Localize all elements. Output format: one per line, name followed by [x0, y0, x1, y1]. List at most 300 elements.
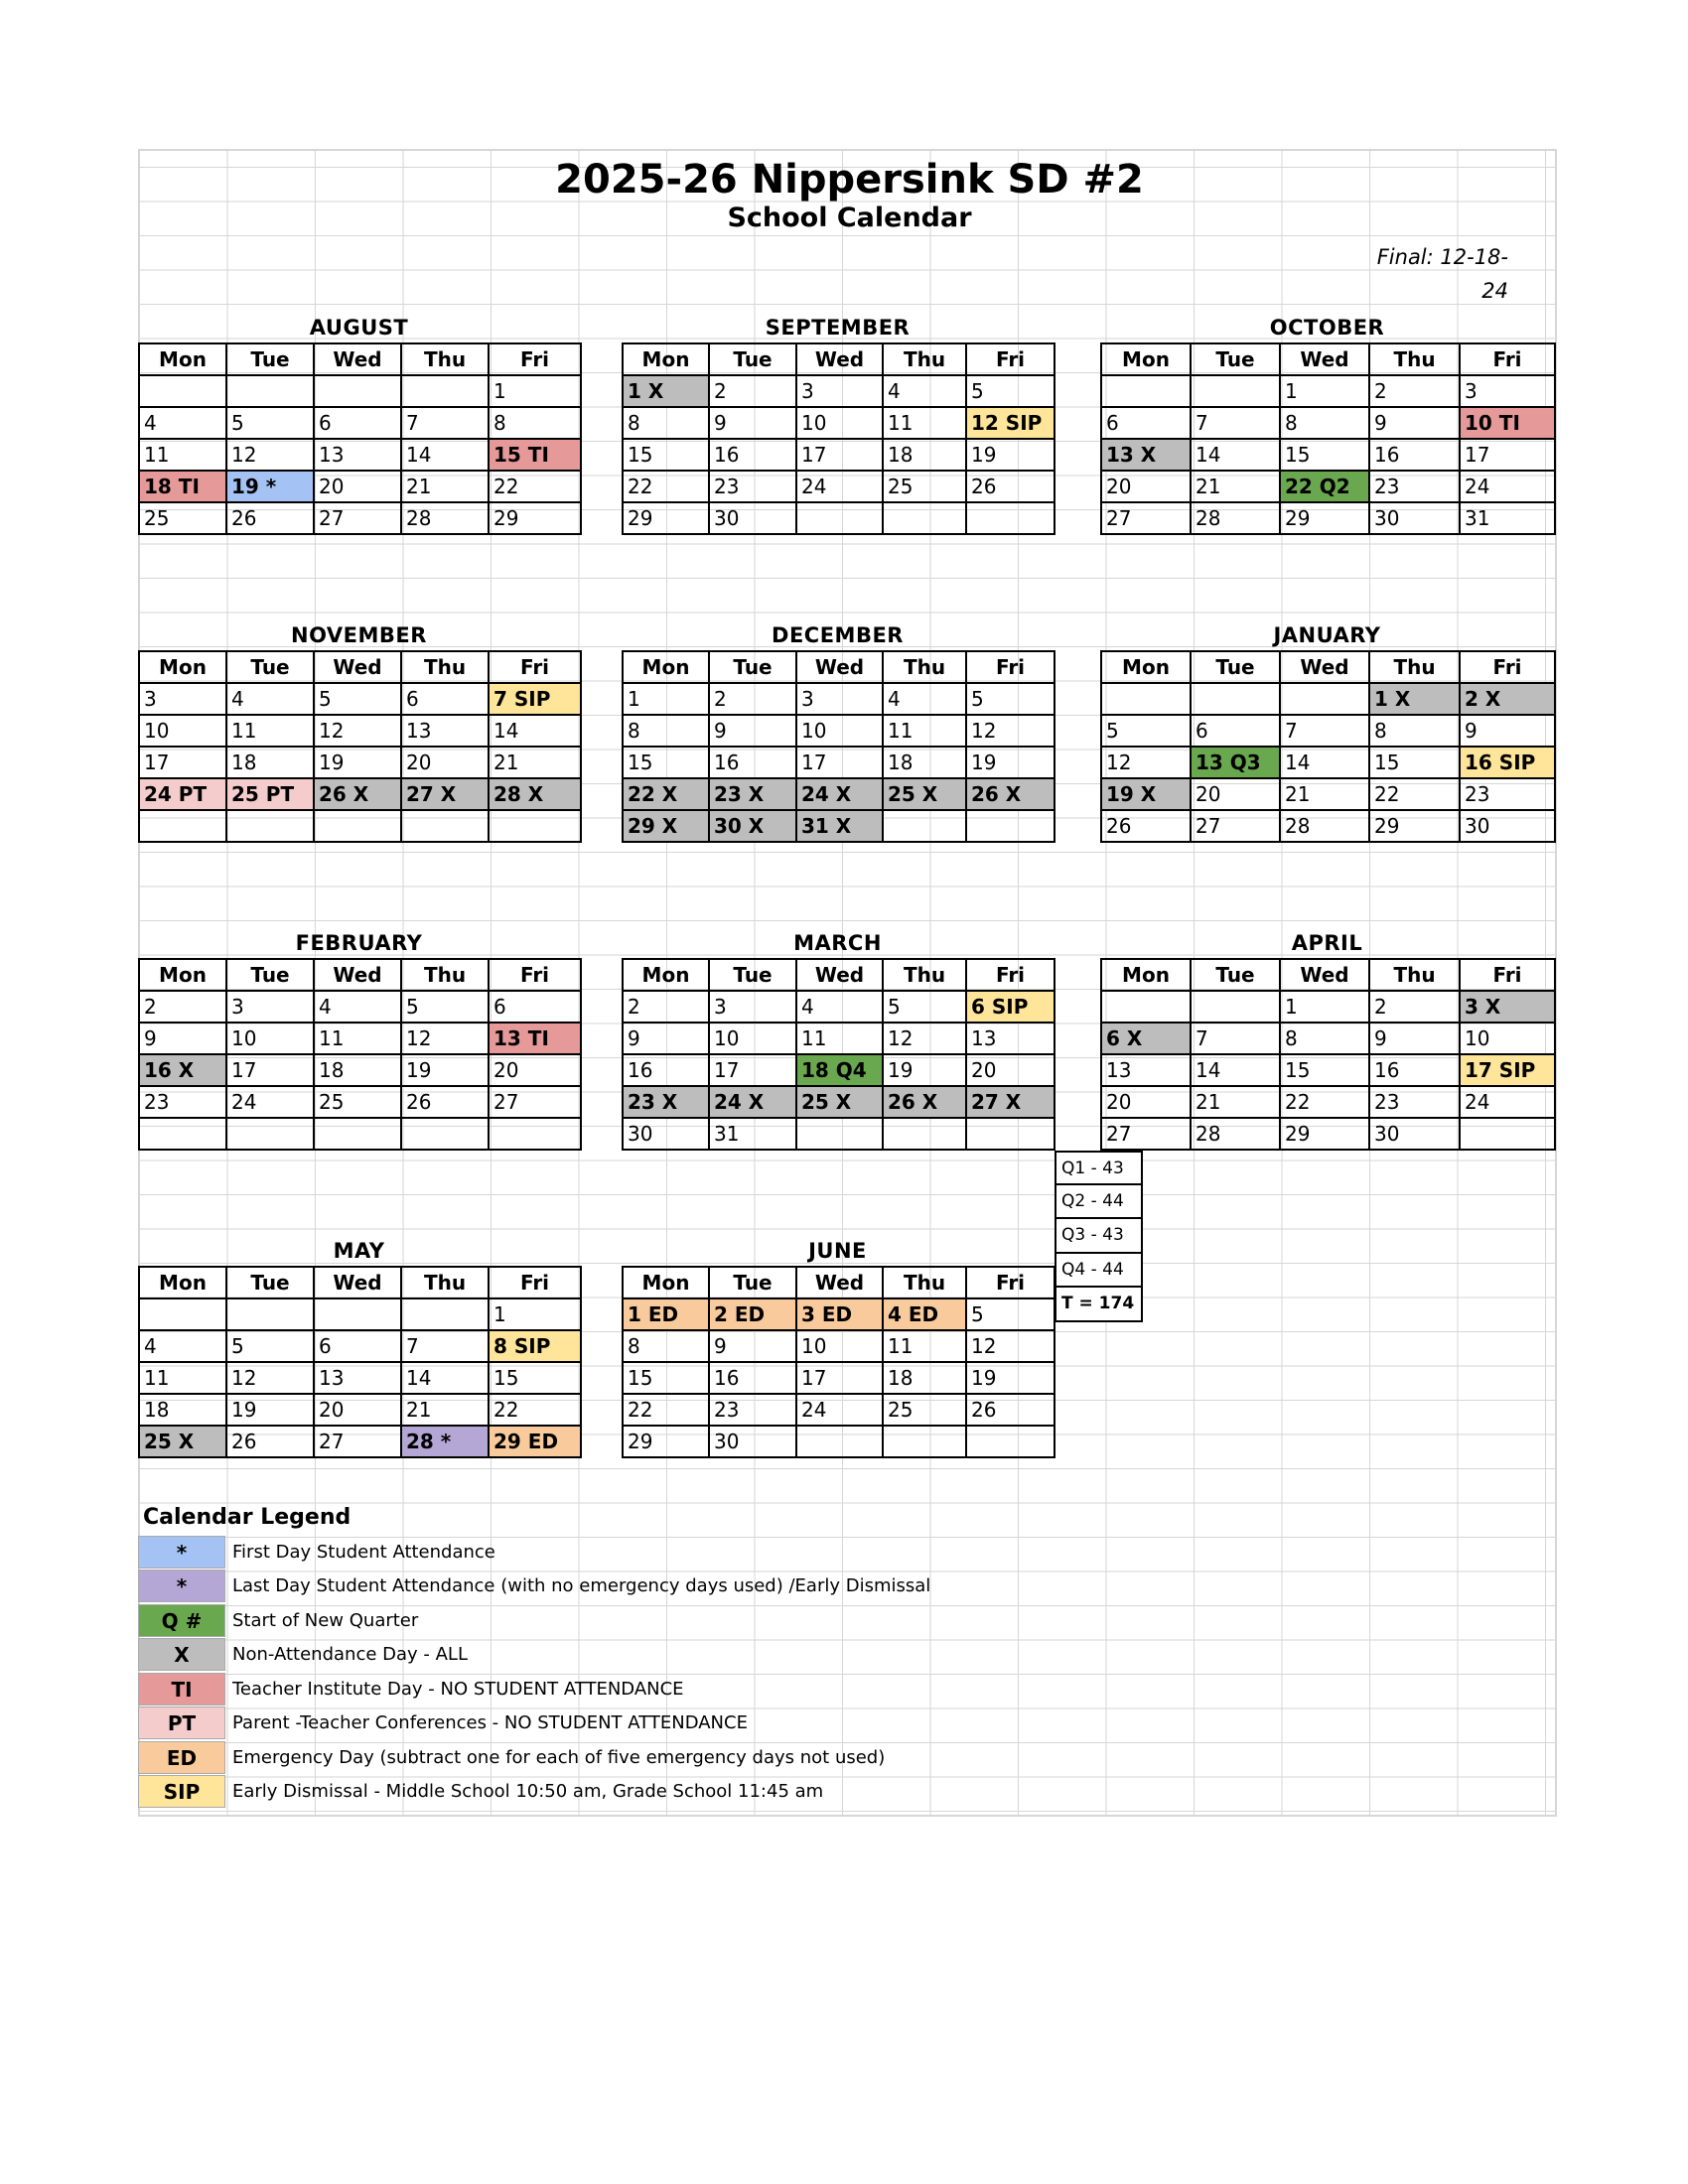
day-cell: 22	[1369, 778, 1460, 810]
week-row	[139, 1023, 581, 1054]
week-row	[139, 991, 581, 1023]
week-row	[623, 1330, 1055, 1362]
day-cell: 7	[1191, 407, 1280, 439]
day-cell: 23	[709, 471, 796, 502]
day-cell	[796, 1426, 883, 1457]
day-cell	[401, 1118, 489, 1150]
day-cell	[1191, 991, 1280, 1023]
day-cell: 4 ED	[883, 1298, 966, 1330]
month-october	[1100, 309, 1554, 535]
week-row	[623, 1054, 1055, 1086]
day-cell: 19	[966, 747, 1055, 778]
week-row	[1101, 1054, 1555, 1086]
quarter-count: Q3 - 43	[1055, 1219, 1143, 1254]
day-cell: 18	[883, 1362, 966, 1394]
day-cell: 10	[1460, 1023, 1555, 1054]
day-cell: 20	[966, 1054, 1055, 1086]
day-cell: 14	[1191, 439, 1280, 471]
week-row	[623, 1394, 1055, 1426]
day-cell: 22 Q2	[1280, 471, 1369, 502]
day-cell	[226, 1298, 314, 1330]
day-cell: 28	[1280, 810, 1369, 842]
day-cell	[966, 502, 1055, 534]
day-cell: 3	[139, 683, 226, 715]
day-cell: 13	[314, 1362, 401, 1394]
day-cell: 8	[623, 1330, 709, 1362]
month-november	[138, 616, 580, 843]
day-cell: 3 X	[1460, 991, 1555, 1023]
week-row	[623, 778, 1055, 810]
day-cell: 15	[623, 439, 709, 471]
day-cell: 15	[623, 1362, 709, 1394]
day-cell: 30	[1460, 810, 1555, 842]
day-cell: 12	[226, 1362, 314, 1394]
day-cell: 19	[401, 1054, 489, 1086]
day-cell: 29	[1280, 502, 1369, 534]
day-cell: 19 X	[1101, 778, 1191, 810]
weekday-header: Tue	[1191, 343, 1280, 375]
day-cell: 18 Q4	[796, 1054, 883, 1086]
day-cell: 30	[709, 1426, 796, 1457]
legend-description: Teacher Institute Day - NO STUDENT ATTENDANCE	[232, 1678, 684, 1700]
day-cell: 6	[489, 991, 581, 1023]
week-row	[139, 1118, 581, 1150]
weekday-header: Wed	[314, 1267, 401, 1298]
week-row	[623, 502, 1055, 534]
week-row	[623, 1426, 1055, 1457]
day-cell: 29	[1280, 1118, 1369, 1150]
weekday-header: Thu	[401, 959, 489, 991]
day-cell: 26	[401, 1086, 489, 1118]
day-cell: 24 X	[709, 1086, 796, 1118]
weekday-header: Wed	[796, 651, 883, 683]
legend-item	[138, 1672, 930, 1706]
day-cell: 8	[1280, 1023, 1369, 1054]
weekday-header: Fri	[966, 959, 1055, 991]
day-cell: 10	[139, 715, 226, 747]
day-cell: 4	[883, 375, 966, 407]
day-cell: 25 PT	[226, 778, 314, 810]
day-cell: 6 SIP	[966, 991, 1055, 1023]
legend-description: Non-Attendance Day - ALL	[232, 1644, 468, 1666]
month-january	[1100, 616, 1554, 843]
month-april	[1100, 924, 1554, 1151]
weekday-header: Mon	[139, 343, 226, 375]
day-cell: 2	[709, 683, 796, 715]
weekday-header: Thu	[883, 343, 966, 375]
day-cell: 21	[1191, 471, 1280, 502]
weekday-header: Wed	[796, 1267, 883, 1298]
day-cell	[1101, 375, 1191, 407]
day-cell: 25 X	[796, 1086, 883, 1118]
day-cell: 16 SIP	[1460, 747, 1555, 778]
day-cell: 13	[401, 715, 489, 747]
day-cell: 26 X	[314, 778, 401, 810]
legend-description: Parent -Teacher Conferences - NO STUDENT ATTENDANCE	[232, 1712, 748, 1734]
legend-description: Start of New Quarter	[232, 1609, 419, 1631]
day-cell: 27	[1101, 502, 1191, 534]
weekday-header: Tue	[709, 959, 796, 991]
day-cell: 22	[1280, 1086, 1369, 1118]
day-cell: 28 X	[489, 778, 581, 810]
day-cell: 12	[314, 715, 401, 747]
weekday-header: Thu	[401, 651, 489, 683]
final-date: Final: 12-18-24	[1376, 245, 1508, 303]
day-cell: 4	[139, 1330, 226, 1362]
day-cell: 10	[796, 715, 883, 747]
weekday-header: Mon	[1101, 343, 1191, 375]
day-cell: 18	[314, 1054, 401, 1086]
day-cell: 12	[401, 1023, 489, 1054]
day-cell: 18	[226, 747, 314, 778]
week-row	[139, 1426, 581, 1457]
month-february	[138, 924, 580, 1151]
day-cell: 9	[623, 1023, 709, 1054]
week-row	[623, 1118, 1055, 1150]
weekday-header: Wed	[1280, 651, 1369, 683]
weekday-header: Wed	[314, 651, 401, 683]
day-cell: 16	[1369, 1054, 1460, 1086]
day-cell: 16	[709, 1362, 796, 1394]
week-row	[623, 1362, 1055, 1394]
day-cell: 5	[966, 1298, 1055, 1330]
day-cell: 24	[1460, 1086, 1555, 1118]
day-cell: 1	[489, 375, 581, 407]
day-cell: 11	[314, 1023, 401, 1054]
month-table	[622, 342, 1055, 535]
weekday-header: Mon	[623, 1267, 709, 1298]
day-cell: 15	[1280, 439, 1369, 471]
week-row	[1101, 778, 1555, 810]
day-cell: 20	[1101, 471, 1191, 502]
day-cell: 2	[1369, 375, 1460, 407]
week-row	[623, 747, 1055, 778]
day-cell: 11	[796, 1023, 883, 1054]
month-name: AUGUST	[309, 316, 409, 340]
week-row	[623, 439, 1055, 471]
month-table	[138, 1266, 582, 1458]
weekday-header: Mon	[623, 343, 709, 375]
day-cell: 25 X	[139, 1426, 226, 1457]
weekday-header: Thu	[883, 651, 966, 683]
day-cell	[883, 810, 966, 842]
day-cell: 31	[709, 1118, 796, 1150]
day-cell: 27	[314, 502, 401, 534]
day-cell	[966, 810, 1055, 842]
day-cell: 3	[796, 683, 883, 715]
legend-item	[138, 1775, 930, 1810]
day-cell: 4	[883, 683, 966, 715]
day-cell: 7	[1280, 715, 1369, 747]
day-cell: 8 SIP	[489, 1330, 581, 1362]
day-cell	[314, 1298, 401, 1330]
weekday-header: Mon	[1101, 959, 1191, 991]
weekday-header: Tue	[226, 343, 314, 375]
day-cell: 14	[1191, 1054, 1280, 1086]
day-cell: 13	[314, 439, 401, 471]
day-cell	[1101, 991, 1191, 1023]
day-cell: 19	[966, 439, 1055, 471]
day-cell	[226, 810, 314, 842]
day-cell: 6	[401, 683, 489, 715]
week-row	[623, 375, 1055, 407]
day-cell	[226, 1118, 314, 1150]
week-row	[1101, 471, 1555, 502]
day-cell: 5	[966, 683, 1055, 715]
weekday-header: Tue	[709, 343, 796, 375]
week-row	[139, 747, 581, 778]
week-row	[623, 683, 1055, 715]
month-name: APRIL	[1291, 931, 1363, 955]
day-cell: 24 X	[796, 778, 883, 810]
day-cell	[1191, 375, 1280, 407]
day-cell: 20	[1101, 1086, 1191, 1118]
day-cell: 12	[883, 1023, 966, 1054]
weekday-header: Fri	[1460, 651, 1555, 683]
day-cell: 30 X	[709, 810, 796, 842]
week-row	[1101, 991, 1555, 1023]
weekday-header: Mon	[139, 1267, 226, 1298]
month-table	[1100, 958, 1556, 1151]
legend-item	[138, 1570, 930, 1604]
day-cell: 3	[226, 991, 314, 1023]
weekday-header: Mon	[139, 651, 226, 683]
weekday-header: Thu	[401, 1267, 489, 1298]
month-name: SEPTEMBER	[765, 316, 911, 340]
weekday-header: Fri	[1460, 343, 1555, 375]
day-cell: 19	[883, 1054, 966, 1086]
day-cell: 15	[489, 1362, 581, 1394]
week-row	[139, 502, 581, 534]
day-cell	[401, 375, 489, 407]
day-cell: 2	[709, 375, 796, 407]
day-cell: 4	[226, 683, 314, 715]
day-cell: 13	[966, 1023, 1055, 1054]
day-cell: 23	[1369, 1086, 1460, 1118]
weekday-header: Tue	[226, 1267, 314, 1298]
week-row	[1101, 375, 1555, 407]
day-cell: 10	[796, 407, 883, 439]
day-cell	[966, 1118, 1055, 1150]
week-row	[139, 1054, 581, 1086]
day-cell: 25 X	[883, 778, 966, 810]
day-cell: 1	[489, 1298, 581, 1330]
day-cell: 25	[139, 502, 226, 534]
day-cell	[966, 1426, 1055, 1457]
day-cell: 6	[314, 1330, 401, 1362]
day-cell: 5	[966, 375, 1055, 407]
day-cell: 3	[709, 991, 796, 1023]
day-cell: 20	[1191, 778, 1280, 810]
weekday-header: Tue	[709, 651, 796, 683]
day-cell: 27	[489, 1086, 581, 1118]
day-cell: 12	[226, 439, 314, 471]
month-september	[622, 309, 1054, 535]
month-december	[622, 616, 1054, 843]
legend-description: First Day Student Attendance	[232, 1541, 495, 1563]
day-cell: 8	[1369, 715, 1460, 747]
day-cell	[1460, 1118, 1555, 1150]
day-cell: 7 SIP	[489, 683, 581, 715]
day-cell: 17	[139, 747, 226, 778]
day-cell: 23	[709, 1394, 796, 1426]
day-cell: 30	[1369, 502, 1460, 534]
day-cell: 1 X	[1369, 683, 1460, 715]
day-cell	[314, 1118, 401, 1150]
day-cell: 13 Q3	[1191, 747, 1280, 778]
week-row	[139, 1362, 581, 1394]
day-cell: 9	[1369, 1023, 1460, 1054]
day-cell: 27	[314, 1426, 401, 1457]
week-row	[1101, 439, 1555, 471]
day-cell: 10	[709, 1023, 796, 1054]
day-cell: 27	[1191, 810, 1280, 842]
week-row	[1101, 1086, 1555, 1118]
day-cell: 31	[1460, 502, 1555, 534]
day-cell: 14	[1280, 747, 1369, 778]
legend-symbol: PT	[138, 1706, 225, 1739]
day-cell	[139, 810, 226, 842]
day-cell: 27	[1101, 1118, 1191, 1150]
week-row	[139, 778, 581, 810]
day-cell: 18	[139, 1394, 226, 1426]
quarter-count: Q2 - 44	[1055, 1185, 1143, 1220]
day-cell: 9	[709, 407, 796, 439]
day-cell: 11	[139, 1362, 226, 1394]
weekday-header: Fri	[966, 343, 1055, 375]
day-cell: 9	[139, 1023, 226, 1054]
day-cell: 26	[226, 1426, 314, 1457]
day-cell: 18	[883, 439, 966, 471]
day-cell	[883, 1426, 966, 1457]
legend-description: Early Dismissal - Middle School 10:50 am, Grade School 11:45 am	[232, 1781, 824, 1803]
day-cell: 26	[1101, 810, 1191, 842]
day-cell	[314, 375, 401, 407]
quarter-count: Q4 - 44	[1055, 1254, 1143, 1289]
weekday-header: Wed	[796, 343, 883, 375]
day-cell: 20	[489, 1054, 581, 1086]
day-cell: 16	[709, 747, 796, 778]
day-cell: 21	[1191, 1086, 1280, 1118]
weekday-header: Mon	[623, 959, 709, 991]
week-row	[139, 471, 581, 502]
legend-symbol: Q #	[138, 1604, 225, 1637]
day-cell	[883, 502, 966, 534]
day-cell: 16	[709, 439, 796, 471]
day-cell: 30	[1369, 1118, 1460, 1150]
day-cell: 4	[314, 991, 401, 1023]
day-cell	[1280, 683, 1369, 715]
day-cell: 17	[226, 1054, 314, 1086]
legend-symbol: TI	[138, 1673, 225, 1706]
day-cell: 26	[966, 471, 1055, 502]
weekday-header: Mon	[1101, 651, 1191, 683]
day-cell: 15	[623, 747, 709, 778]
day-cell	[226, 375, 314, 407]
day-cell: 6	[314, 407, 401, 439]
week-row	[139, 375, 581, 407]
day-cell	[139, 375, 226, 407]
day-cell	[1101, 683, 1191, 715]
day-cell: 12	[1101, 747, 1191, 778]
day-cell: 19 *	[226, 471, 314, 502]
day-cell: 26 X	[883, 1086, 966, 1118]
day-cell: 11	[883, 407, 966, 439]
day-cell	[139, 1118, 226, 1150]
week-row	[1101, 1023, 1555, 1054]
day-cell: 2	[139, 991, 226, 1023]
weekday-header: Thu	[1369, 959, 1460, 991]
week-row	[623, 810, 1055, 842]
day-cell: 17	[796, 439, 883, 471]
day-cell: 16 X	[139, 1054, 226, 1086]
day-cell: 11	[883, 1330, 966, 1362]
day-cell: 10 TI	[1460, 407, 1555, 439]
day-cell: 28	[1191, 502, 1280, 534]
day-cell: 21	[401, 471, 489, 502]
day-cell: 24	[796, 1394, 883, 1426]
weekday-header: Fri	[966, 1267, 1055, 1298]
week-row	[623, 1298, 1055, 1330]
day-cell: 17	[796, 747, 883, 778]
month-august	[138, 309, 580, 535]
week-row	[1101, 683, 1555, 715]
day-cell: 18 TI	[139, 471, 226, 502]
weekday-header: Thu	[1369, 343, 1460, 375]
day-cell: 15 TI	[489, 439, 581, 471]
month-table	[1100, 342, 1556, 535]
day-cell: 6	[1101, 407, 1191, 439]
week-row	[1101, 715, 1555, 747]
legend-symbol: *	[138, 1536, 225, 1569]
day-cell: 5	[314, 683, 401, 715]
quarter-counts	[1055, 1151, 1143, 1322]
legend-symbol: SIP	[138, 1775, 225, 1808]
week-row	[139, 810, 581, 842]
day-cell: 21	[1280, 778, 1369, 810]
weekday-header: Thu	[401, 343, 489, 375]
day-cell: 6	[1191, 715, 1280, 747]
weekday-header: Mon	[623, 651, 709, 683]
day-cell: 5	[226, 407, 314, 439]
day-cell: 30	[623, 1118, 709, 1150]
day-cell: 15	[1280, 1054, 1369, 1086]
month-table	[138, 342, 582, 535]
day-cell: 8	[1280, 407, 1369, 439]
week-row	[623, 991, 1055, 1023]
week-row	[623, 407, 1055, 439]
month-name: JANUARY	[1273, 623, 1381, 647]
day-cell: 4	[796, 991, 883, 1023]
day-cell: 17 SIP	[1460, 1054, 1555, 1086]
legend-item	[138, 1638, 930, 1673]
day-cell: 20	[314, 471, 401, 502]
week-row	[1101, 1118, 1555, 1150]
weekday-header: Thu	[883, 1267, 966, 1298]
weekday-header: Wed	[314, 959, 401, 991]
day-cell: 17	[796, 1362, 883, 1394]
calendar-legend	[138, 1535, 930, 1809]
day-cell: 22	[623, 471, 709, 502]
day-cell	[139, 1298, 226, 1330]
week-row	[623, 1086, 1055, 1118]
day-cell: 26 X	[966, 778, 1055, 810]
week-row	[1101, 407, 1555, 439]
day-cell: 11	[226, 715, 314, 747]
day-cell: 8	[623, 407, 709, 439]
day-cell: 16	[623, 1054, 709, 1086]
weekday-header: Mon	[139, 959, 226, 991]
